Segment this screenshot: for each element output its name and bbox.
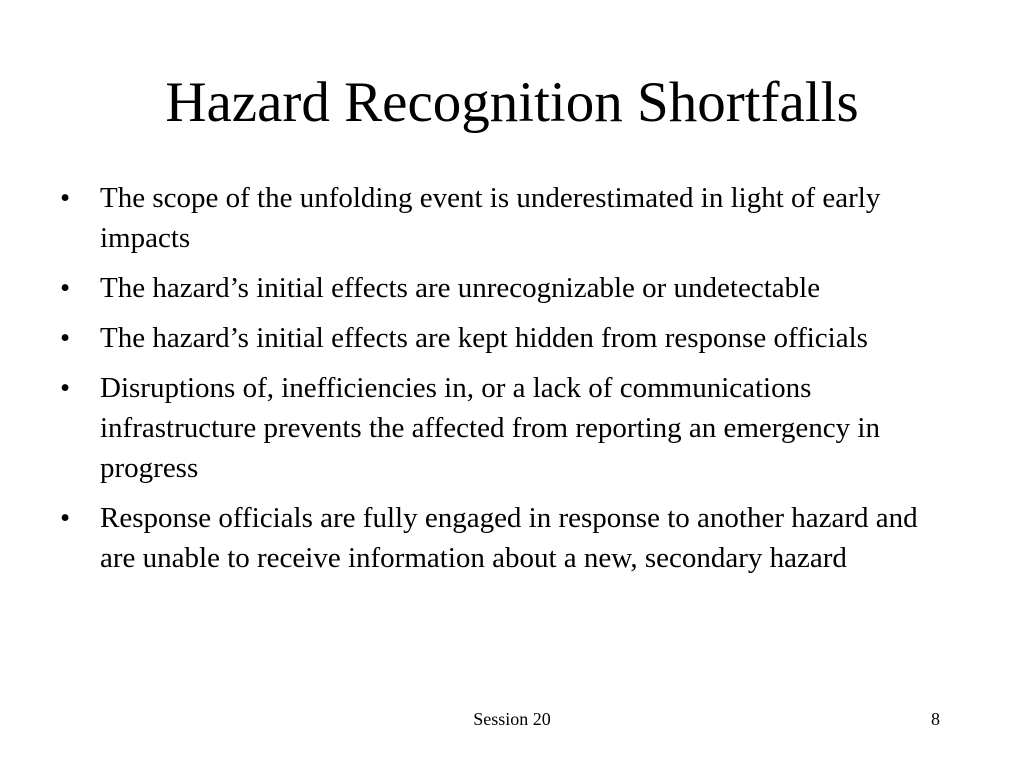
bullet-marker: • bbox=[60, 182, 71, 214]
bullet-text: The hazard’s initial effects are unrecognizable or undetectable bbox=[100, 272, 821, 304]
bullet-marker: • bbox=[60, 502, 71, 534]
bullet-item bbox=[60, 268, 960, 308]
slide-title: Hazard Recognition Shortfalls bbox=[165, 71, 859, 134]
bullet-marker: • bbox=[60, 372, 71, 404]
bullet-text: Response officials are fully engaged in response to another hazard and are unable to receive information about a new, secondary hazard bbox=[100, 502, 918, 574]
bullet-text: The hazard’s initial effects are kept hidden from response officials bbox=[100, 322, 868, 354]
bullet-item bbox=[60, 368, 960, 488]
bullet-item bbox=[60, 178, 960, 258]
footer-session: Session 20 bbox=[473, 709, 551, 729]
bullet-marker: • bbox=[60, 322, 71, 354]
bullet-item bbox=[60, 318, 960, 358]
footer-page-number: 8 bbox=[931, 709, 940, 729]
bullet-list bbox=[60, 178, 960, 588]
bullet-text: Disruptions of, inefficiencies in, or a lack of communications infrastructure prevents the affected from reporting an emergency in progress bbox=[100, 372, 880, 484]
bullet-text: The scope of the unfolding event is underestimated in light of early impacts bbox=[100, 182, 881, 254]
bullet-marker: • bbox=[60, 272, 71, 304]
bullet-item bbox=[60, 498, 960, 578]
